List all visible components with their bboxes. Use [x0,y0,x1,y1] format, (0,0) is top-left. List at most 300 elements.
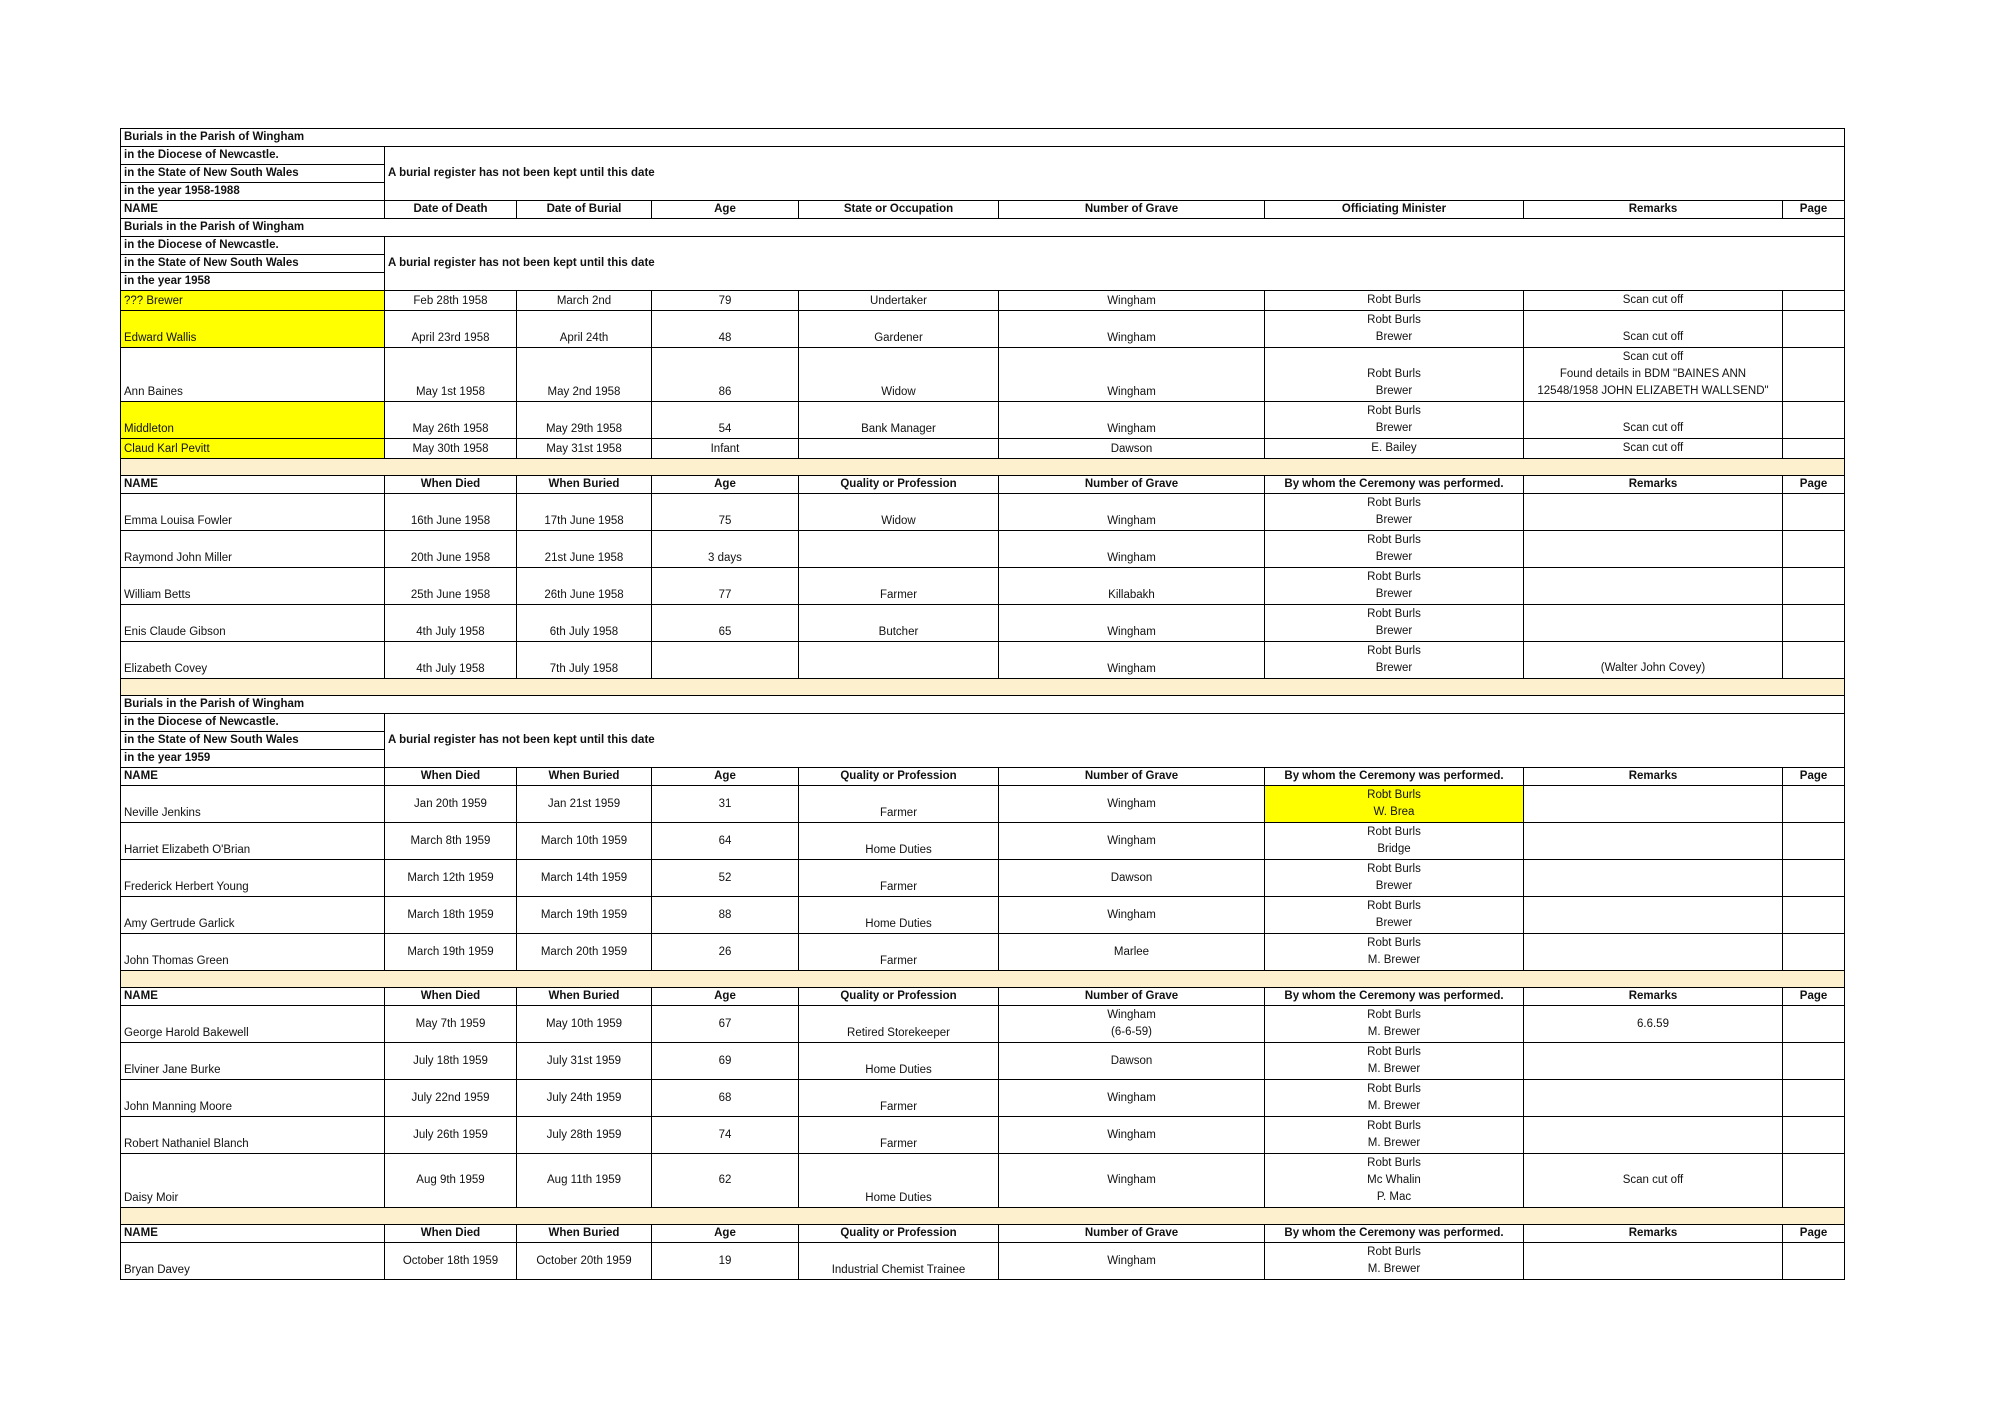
entry-grave: Wingham [999,348,1265,402]
entry-age [652,642,799,679]
column-header-row [121,201,1845,219]
entry-age: 19 [652,1243,799,1280]
column-header: Age [652,201,799,219]
entry-date-died: March 8th 1959 [385,823,517,860]
entry-date-buried: May 10th 1959 [517,1006,652,1043]
cell-line: Robt Burls [1367,534,1421,546]
entry-minister [1265,1080,1524,1117]
entry-grave: Wingham [999,605,1265,642]
entry-name: Amy Gertrude Garlick [121,897,385,934]
entry-name: George Harold Bakewell [121,1006,385,1043]
cell-line: Brewer [1375,662,1413,674]
parish-header-line: in the year 1958-1988 [121,183,385,201]
entry-grave: Marlee [999,934,1265,971]
burial-entry-row [121,439,1845,459]
divider-cell [121,679,1845,696]
parish-header-row [121,696,1845,714]
cell-line: Scan cut off [1622,422,1684,434]
column-header: Number of Grave [999,1225,1265,1243]
cell-line: Brewer [1375,551,1413,563]
entry-occupation: Gardener [799,311,999,348]
cell-line: Robt Burls [1367,1157,1421,1169]
entry-date-buried: 26th June 1958 [517,568,652,605]
parish-title: Burials in the Parish of Wingham [121,696,1845,714]
entry-minister [1265,860,1524,897]
entry-page [1783,934,1845,971]
burial-entry-row [121,402,1845,439]
cell-line: P. Mac [1376,1191,1412,1203]
entry-occupation: Widow [799,494,999,531]
entry-age: 69 [652,1043,799,1080]
cell-line: Robt Burls [1367,1120,1421,1132]
cell-line: Brewer [1375,625,1413,637]
entry-date-buried: March 10th 1959 [517,823,652,860]
entry-date-died: Aug 9th 1959 [385,1154,517,1208]
entry-occupation: Undertaker [799,291,999,311]
cell-line: Brewer [1375,514,1413,526]
column-header-row [121,988,1845,1006]
entry-age: 65 [652,605,799,642]
cell-line: E. Bailey [1371,442,1417,454]
cell-line: Scan cut off [1622,1174,1684,1186]
column-header: NAME [121,201,385,219]
column-header: When Buried [517,1225,652,1243]
cell-line: Brewer [1375,588,1413,600]
entry-occupation: Industrial Chemist Trainee [799,1243,999,1280]
burial-entry-row [121,311,1845,348]
entry-date-buried: July 28th 1959 [517,1117,652,1154]
divider-cell [121,971,1845,988]
cell-line: Robt Burls [1367,789,1421,801]
entry-date-died: July 26th 1959 [385,1117,517,1154]
column-header: By whom the Ceremony was performed. [1265,1225,1524,1243]
section-divider [121,1208,1845,1225]
entry-page [1783,1154,1845,1208]
entry-age: 62 [652,1154,799,1208]
entry-date-died: October 18th 1959 [385,1243,517,1280]
entry-minister [1265,1117,1524,1154]
entry-occupation: Farmer [799,786,999,823]
entry-name: Emma Louisa Fowler [121,494,385,531]
cell-line: Wingham [1107,1009,1156,1021]
entry-occupation: Home Duties [799,1043,999,1080]
column-header: When Buried [517,768,652,786]
entry-remarks [1524,860,1783,897]
column-header: By whom the Ceremony was performed. [1265,988,1524,1006]
cell-line: M. Brewer [1367,954,1421,966]
entry-date-died: July 22nd 1959 [385,1080,517,1117]
entry-remarks [1524,402,1783,439]
column-header: When Died [385,768,517,786]
column-header-row [121,1225,1845,1243]
column-header: Date of Burial [517,201,652,219]
entry-date-buried: 6th July 1958 [517,605,652,642]
divider-cell [121,1208,1845,1225]
entry-grave: Dawson [999,439,1265,459]
entry-remarks [1524,348,1783,402]
column-header: State or Occupation [799,201,999,219]
parish-title: Burials in the Parish of Wingham [121,219,1845,237]
entry-minister [1265,568,1524,605]
entry-remarks [1524,568,1783,605]
entry-age: 54 [652,402,799,439]
entry-page [1783,494,1845,531]
column-header: Page [1783,988,1845,1006]
cell-line: Scan cut off [1622,442,1684,454]
entry-page [1783,568,1845,605]
column-header: Remarks [1524,988,1783,1006]
parish-header-line: in the Diocese of Newcastle. [121,714,385,732]
entry-occupation: Butcher [799,605,999,642]
cell-line: Scan cut off [1622,331,1684,343]
burial-entry-row [121,605,1845,642]
entry-date-buried: 21st June 1958 [517,531,652,568]
entry-grave [999,1243,1265,1280]
column-header: Quality or Profession [799,768,999,786]
column-header: Quality or Profession [799,988,999,1006]
column-header: Age [652,768,799,786]
entry-occupation: Widow [799,348,999,402]
entry-date-buried: July 31st 1959 [517,1043,652,1080]
entry-date-died: May 7th 1959 [385,1006,517,1043]
register-notice-banner: A burial register has not been kept until this date [385,147,1845,201]
section-divider [121,971,1845,988]
entry-page [1783,531,1845,568]
column-header: Remarks [1524,201,1783,219]
entry-remarks [1524,311,1783,348]
entry-page [1783,439,1845,459]
entry-occupation [799,531,999,568]
entry-date-died: May 30th 1958 [385,439,517,459]
entry-name: Frederick Herbert Young [121,860,385,897]
entry-date-died: Jan 20th 1959 [385,786,517,823]
column-header: Number of Grave [999,988,1265,1006]
cell-line: Scan cut off [1622,351,1684,363]
entry-grave: Wingham [999,823,1265,860]
cell-line: Brewer [1375,880,1413,892]
cell-line: Robt Burls [1367,1083,1421,1095]
burial-entry-row [121,1080,1845,1117]
column-header: Page [1783,1225,1845,1243]
column-header: Number of Grave [999,201,1265,219]
entry-occupation: Bank Manager [799,402,999,439]
cell-line: M. Brewer [1367,1026,1421,1038]
entry-page [1783,823,1845,860]
entry-grave [999,1080,1265,1117]
column-header: NAME [121,476,385,494]
entry-occupation: Retired Storekeeper [799,1006,999,1043]
cell-line: Brewer [1375,917,1413,929]
entry-age: 77 [652,568,799,605]
entry-age: 3 days [652,531,799,568]
entry-age: 86 [652,348,799,402]
burial-register-sheet [120,128,1845,1280]
entry-page [1783,786,1845,823]
entry-occupation: Home Duties [799,1154,999,1208]
entry-minister [1265,531,1524,568]
burial-register-table [120,128,1845,1280]
entry-grave: Wingham [999,642,1265,679]
parish-header-line: in the State of New South Wales [121,165,385,183]
cell-line: Brewer [1375,385,1413,397]
entry-date-died: April 23rd 1958 [385,311,517,348]
burial-entry-row [121,934,1845,971]
burial-entry-row [121,494,1845,531]
column-header: Number of Grave [999,768,1265,786]
entry-remarks [1524,897,1783,934]
burial-entry-row [121,1154,1845,1208]
entry-name: Bryan Davey [121,1243,385,1280]
column-header: By whom the Ceremony was performed. [1265,476,1524,494]
entry-grave: Dawson [999,860,1265,897]
column-header: Quality or Profession [799,1225,999,1243]
entry-date-died: Feb 28th 1958 [385,291,517,311]
entry-date-buried: Jan 21st 1959 [517,786,652,823]
column-header: Remarks [1524,476,1783,494]
entry-remarks [1524,786,1783,823]
entry-remarks [1524,1080,1783,1117]
entry-date-died: March 12th 1959 [385,860,517,897]
parish-header-line: in the Diocese of Newcastle. [121,147,385,165]
entry-remarks [1524,531,1783,568]
entry-name: John Thomas Green [121,934,385,971]
entry-page [1783,860,1845,897]
burial-entry-row [121,1006,1845,1043]
entry-minister [1265,494,1524,531]
entry-age: 79 [652,291,799,311]
entry-date-buried: July 24th 1959 [517,1080,652,1117]
cell-line: Robt Burls [1367,608,1421,620]
entry-date-died: May 26th 1958 [385,402,517,439]
entry-minister [1265,402,1524,439]
entry-date-died: 4th July 1958 [385,605,517,642]
column-header: Page [1783,768,1845,786]
cell-line: Robt Burls [1367,863,1421,875]
entry-age: 75 [652,494,799,531]
entry-age: 52 [652,860,799,897]
cell-line: 12548/1958 JOHN ELIZABETH WALLSEND" [1537,385,1769,397]
entry-remarks [1524,1117,1783,1154]
entry-grave [999,1043,1265,1080]
cell-line: (6-6-59) [1111,1026,1152,1038]
column-header: Remarks [1524,1225,1783,1243]
parish-header-row [121,219,1845,237]
entry-grave: Wingham [999,311,1265,348]
entry-date-died: March 18th 1959 [385,897,517,934]
entry-page [1783,642,1845,679]
cell-line: M. Brewer [1367,1137,1421,1149]
burial-entry-row [121,1243,1845,1280]
entry-date-buried: May 2nd 1958 [517,348,652,402]
entry-occupation: Home Duties [799,897,999,934]
cell-line: Robt Burls [1367,1246,1421,1258]
entry-minister [1265,642,1524,679]
cell-line: Robt Burls [1367,368,1421,380]
entry-date-buried: March 2nd [517,291,652,311]
cell-line: M. Brewer [1367,1063,1421,1075]
cell-line: Bridge [1377,843,1411,855]
cell-line: Robt Burls [1367,571,1421,583]
entry-name: Robert Nathaniel Blanch [121,1117,385,1154]
column-header: Page [1783,201,1845,219]
cell-line: Robt Burls [1367,1046,1421,1058]
entry-age: 74 [652,1117,799,1154]
entry-name: ??? Brewer [121,291,385,311]
cell-line: W. Brea [1373,806,1415,818]
burial-entry-row [121,291,1845,311]
column-header: Page [1783,476,1845,494]
entry-age: 26 [652,934,799,971]
column-header: NAME [121,768,385,786]
entry-age: 64 [652,823,799,860]
entry-occupation [799,439,999,459]
cell-line: Wingham [1107,1174,1156,1186]
parish-header-line: in the Diocese of Newcastle. [121,237,385,255]
entry-name: Raymond John Miller [121,531,385,568]
entry-grave: Wingham [999,402,1265,439]
entry-remarks [1524,494,1783,531]
entry-occupation: Farmer [799,568,999,605]
entry-age: 68 [652,1080,799,1117]
entry-minister [1265,291,1524,311]
entry-date-died: May 1st 1958 [385,348,517,402]
burial-entry-row [121,823,1845,860]
entry-date-buried: March 20th 1959 [517,934,652,971]
cell-line: Robt Burls [1367,405,1421,417]
burial-entry-row [121,642,1845,679]
entry-grave: Wingham [999,291,1265,311]
entry-grave: Wingham [999,531,1265,568]
entry-date-buried: Aug 11th 1959 [517,1154,652,1208]
burial-entry-row [121,786,1845,823]
entry-minister [1265,1154,1524,1208]
entry-occupation: Farmer [799,1117,999,1154]
burial-entry-row [121,531,1845,568]
burial-entry-row [121,1043,1845,1080]
cell-line: Wingham [1107,1091,1156,1104]
entry-age: 67 [652,1006,799,1043]
entry-age: 88 [652,897,799,934]
entry-date-died: 16th June 1958 [385,494,517,531]
entry-page [1783,1080,1845,1117]
entry-date-died: 4th July 1958 [385,642,517,679]
entry-name: Daisy Moir [121,1154,385,1208]
column-header: Date of Death [385,201,517,219]
column-header: Age [652,988,799,1006]
entry-remarks [1524,642,1783,679]
entry-date-buried: October 20th 1959 [517,1243,652,1280]
cell-line: Robt Burls [1367,1009,1421,1021]
parish-header-line: in the year 1958 [121,273,385,291]
burial-entry-row [121,860,1845,897]
entry-page [1783,291,1845,311]
column-header-row [121,476,1845,494]
entry-minister [1265,1043,1524,1080]
entry-page [1783,402,1845,439]
entry-page [1783,897,1845,934]
entry-occupation: Home Duties [799,823,999,860]
cell-line: Wingham [1107,1254,1156,1267]
cell-line: Robt Burls [1367,497,1421,509]
entry-minister [1265,786,1524,823]
cell-line: Robt Burls [1367,314,1421,326]
entry-minister [1265,934,1524,971]
entry-minister [1265,605,1524,642]
parish-header-line: in the State of New South Wales [121,255,385,273]
column-header: Officiating Minister [1265,201,1524,219]
column-header: Remarks [1524,768,1783,786]
entry-date-buried: March 19th 1959 [517,897,652,934]
entry-date-died: July 18th 1959 [385,1043,517,1080]
entry-minister [1265,348,1524,402]
parish-header-line: in the State of New South Wales [121,732,385,750]
section-divider [121,459,1845,476]
entry-page [1783,1043,1845,1080]
entry-occupation [799,642,999,679]
register-notice-banner: A burial register has not been kept until this date [385,237,1845,291]
column-header-row [121,768,1845,786]
column-header: Age [652,1225,799,1243]
cell-line: Robt Burls [1367,900,1421,912]
parish-header-row [121,147,1845,165]
entry-age: 31 [652,786,799,823]
entry-date-buried: May 29th 1958 [517,402,652,439]
entry-page [1783,348,1845,402]
burial-entry-row [121,568,1845,605]
entry-grave: Wingham [999,897,1265,934]
entry-occupation: Farmer [799,860,999,897]
entry-occupation: Farmer [799,1080,999,1117]
burial-entry-row [121,1117,1845,1154]
entry-name: Neville Jenkins [121,786,385,823]
parish-header-row [121,129,1845,147]
column-header: NAME [121,988,385,1006]
cell-line: Dawson [1110,1054,1153,1067]
column-header: Quality or Profession [799,476,999,494]
entry-remarks [1524,1006,1783,1043]
entry-remarks [1524,1043,1783,1080]
entry-name: Elviner Jane Burke [121,1043,385,1080]
entry-grave [999,1154,1265,1208]
entry-occupation: Farmer [799,934,999,971]
parish-header-line: in the year 1959 [121,750,385,768]
entry-name: William Betts [121,568,385,605]
divider-cell [121,459,1845,476]
entry-date-buried: 17th June 1958 [517,494,652,531]
register-notice-banner: A burial register has not been kept until this date [385,714,1845,768]
entry-name: Middleton [121,402,385,439]
entry-age: 48 [652,311,799,348]
entry-date-died: 20th June 1958 [385,531,517,568]
column-header: When Died [385,988,517,1006]
entry-name: Harriet Elizabeth O'Brian [121,823,385,860]
entry-date-buried: 7th July 1958 [517,642,652,679]
entry-date-died: March 19th 1959 [385,934,517,971]
cell-line: Robt Burls [1367,937,1421,949]
entry-page [1783,605,1845,642]
column-header: Number of Grave [999,476,1265,494]
entry-name: Elizabeth Covey [121,642,385,679]
cell-line: Robt Burls [1367,826,1421,838]
column-header: When Buried [517,988,652,1006]
cell-line: Found details in BDM "BAINES ANN [1559,368,1747,380]
entry-minister [1265,439,1524,459]
cell-line: Wingham [1107,1128,1156,1141]
cell-line: 6.6.59 [1637,1017,1669,1030]
cell-line: (Walter John Covey) [1600,662,1706,674]
entry-page [1783,311,1845,348]
entry-remarks [1524,934,1783,971]
